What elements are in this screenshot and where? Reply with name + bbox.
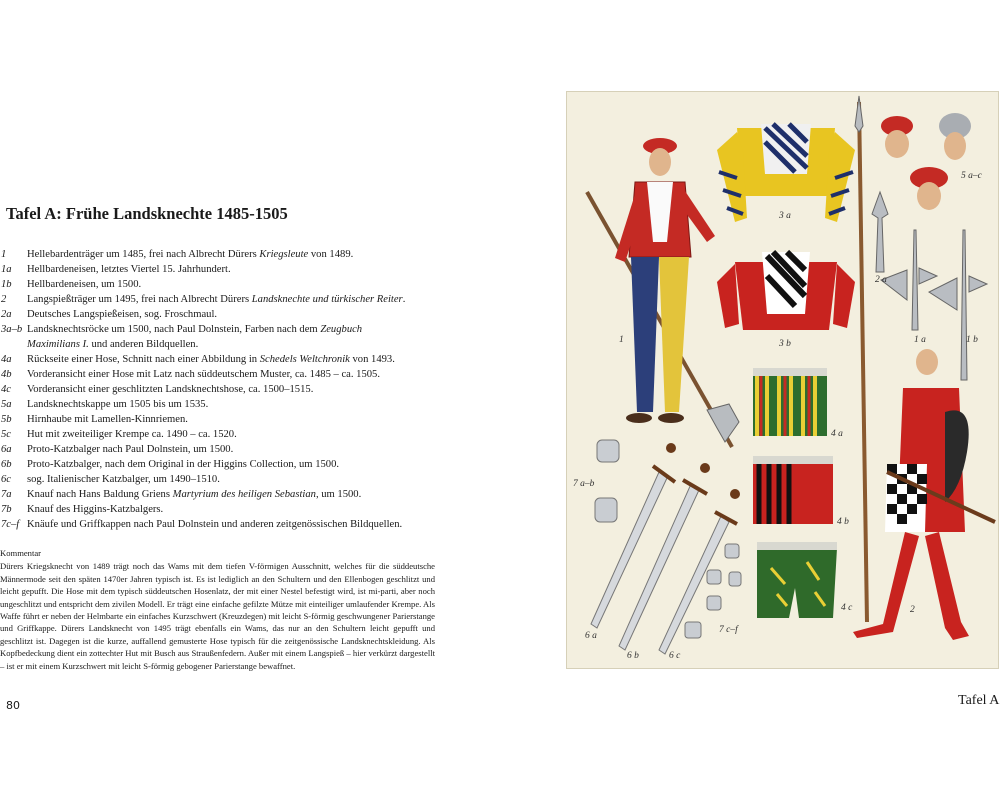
plate-label: Tafel A (958, 693, 1000, 708)
legend-key: 1 (1, 249, 7, 260)
legend-row (0, 352, 410, 367)
figure-6a-sword (591, 443, 676, 628)
illustration-plate (566, 91, 999, 669)
legend-text-italic: Kriegsleute (259, 249, 309, 260)
legend-key: 7c–f (1, 519, 20, 530)
figure-1-halberdier (587, 138, 739, 447)
label-1: 1 (619, 335, 624, 345)
legend-text (27, 262, 410, 277)
label-7a-b: 7 a–b (573, 479, 595, 489)
legend-row (0, 262, 410, 277)
legend-row (0, 247, 410, 262)
legend-row (0, 292, 410, 307)
legend-text-part: Hut mit zweiteiliger Krempe ca. 1490 – ca. 1520. (27, 429, 237, 440)
plate-title: Tafel A: Frühe Landsknechte 1485-1505 (6, 204, 288, 223)
legend-row (0, 307, 410, 322)
label-7c-f: 7 c–f (719, 625, 738, 635)
legend-text (27, 382, 410, 397)
legend-text (27, 352, 410, 367)
figure-legend (0, 247, 410, 532)
legend-key: 3a–b (1, 324, 23, 335)
legend-text (27, 502, 410, 517)
legend-key: 6c (1, 474, 11, 485)
label-4a: 4 a (831, 429, 843, 439)
legend-row (0, 322, 410, 352)
page-number: 80 (6, 699, 20, 712)
legend-text-part: . (402, 294, 406, 305)
legend-text (27, 322, 410, 352)
legend-text-part: Hellbardeneisen, um 1500. (27, 279, 142, 290)
label-6a: 6 a (585, 631, 597, 641)
legend-row (0, 442, 410, 457)
legend-row (0, 487, 410, 502)
figure-4c-hose (757, 542, 837, 618)
legend-row (0, 277, 410, 292)
label-5a-c: 5 a–c (961, 171, 982, 181)
figure-2a-pike-head (872, 192, 888, 272)
legend-key: 4b (1, 369, 12, 380)
label-2a: 2 a (875, 275, 887, 285)
legend-text-part: Proto-Katzbalger, nach dem Original in der Higgins Collection, um 1500. (27, 459, 340, 470)
legend-key: 6b (1, 459, 12, 470)
legend-text (27, 367, 410, 382)
legend-row (0, 412, 410, 427)
legend-text-part: Langspießträger um 1495, frei nach Albrecht Dürers (27, 294, 252, 305)
legend-text-part: , um 1500. (315, 489, 362, 500)
legend-key: 5b (1, 414, 12, 425)
legend-key: 1b (1, 279, 12, 290)
plate-illustration (567, 92, 999, 669)
figure-5-headgear (881, 113, 971, 210)
legend-text-part: von 1493. (349, 354, 395, 365)
legend-key: 2a (1, 309, 12, 320)
legend-text-italic: Landsknechte und türkischer Reiter (251, 294, 403, 305)
label-4c: 4 c (841, 603, 853, 613)
commentary-text: Dürers Kriegsknecht von 1489 trägt noch das Wams mit dem tiefen V-förmigen Ausschnitt, welches für die süddeutsche Männermode seit den späten 1470er Jahren typisch ist. Es ist lediglich an den Schultern und den Ellenbogen geschlitzt und leicht gepufft. Die Hose mit dem typisch süddeutschen Hosenlatz, der mit einer Nestel befestigt wird, ist mi-parti, aber noch ungeschlitzt und entspricht dem zivilen Modell. Er trägt eine einfache gefilzte Mütze mit einteiliger umlaufender Krempe. Als Waffe führt er neben der Helmbarte ein einfaches Kurzschwert (Kreuzdegen) mit leicht S-förmig geschwungener Parierstange und Griffkappe. Dürers Landsknecht von 1495 trägt ebenfalls ein Wams, das nur an den Schultern leicht gepufft und geschlitzt ist. Dagegen ist die kurze, auffallend gemusterte Hose typisch für die zeitgenössische Landsknechtskleidung. Als Kopfbedeckung dient ein zottechter Hut mit Busch aus Straußenfedern. Außer mit einem Langspieß – hier verkürzt dargestellt – ist er mit einem Kurzschwert mit leicht S-förmig gebogener Parierstange bewaffnet. (0, 561, 435, 671)
legend-text (27, 307, 410, 322)
figure-3b-doublet (717, 252, 855, 330)
legend-key: 4a (1, 354, 12, 365)
label-1a: 1 a (914, 335, 926, 345)
commentary-block (0, 547, 435, 672)
legend-text (27, 292, 410, 307)
legend-key: 7a (1, 489, 12, 500)
commentary-heading: Kommentar (0, 548, 42, 558)
legend-text-part: Rückseite einer Hose, Schnitt nach einer Abbildung in (27, 354, 260, 365)
legend-text (27, 277, 410, 292)
legend-row (0, 472, 410, 487)
figure-3a-doublet (717, 124, 855, 222)
label-1b: 1 b (966, 335, 978, 345)
legend-text-part: Hellbardeneisen, letztes Viertel 15. Jahrhundert. (27, 264, 231, 275)
legend-text-part: Knauf des Higgins-Katzbalgers. (27, 504, 164, 515)
legend-text-part: Landsknechtskappe um 1505 bis um 1535. (27, 399, 209, 410)
label-3a: 3 a (779, 211, 791, 221)
label-2: 2 (910, 605, 915, 615)
legend-text-part: Knäufe und Griffkappen nach Paul Dolnstein und anderen zeitgenössischen Bildquellen. (27, 519, 403, 530)
label-6c: 6 c (669, 651, 681, 661)
legend-row (0, 427, 410, 442)
figure-1b-halberd-head (929, 230, 987, 380)
legend-text (27, 517, 410, 532)
legend-text-part: Knauf nach Hans Baldung Griens (27, 489, 173, 500)
label-6b: 6 b (627, 651, 639, 661)
legend-key: 6a (1, 444, 12, 455)
legend-text (27, 457, 410, 472)
legend-text (27, 472, 410, 487)
legend-key: 5c (1, 429, 11, 440)
legend-text (27, 487, 410, 502)
legend-row (0, 382, 410, 397)
legend-text-part: und anderen Bildquellen. (88, 339, 199, 350)
label-4b: 4 b (837, 517, 849, 527)
legend-key: 2 (1, 294, 7, 305)
legend-text-part: Proto-Katzbalger nach Paul Dolnstein, um 1500. (27, 444, 234, 455)
legend-text-italic: Schedels Weltchronik (259, 354, 350, 365)
legend-text-italic: Zeugbuch Maximilians I. (27, 324, 363, 350)
legend-key: 5a (1, 399, 12, 410)
legend-text (27, 427, 410, 442)
legend-text-part: sog. Italienischer Katzbalger, um 1490–1510. (27, 474, 220, 485)
legend-row (0, 367, 410, 382)
figure-4b-hose (753, 456, 833, 524)
legend-text (27, 442, 410, 457)
legend-text (27, 397, 410, 412)
legend-row (0, 517, 410, 532)
legend-row (0, 397, 410, 412)
figure-4a-hose (753, 368, 827, 436)
legend-row (0, 502, 410, 517)
legend-text-part: Vorderansicht einer Hose mit Latz nach süddeutschem Muster, ca. 1485 – ca. 1505. (27, 369, 380, 380)
legend-text-part: Hirnhaube mit Lamellen-Kinnriemen. (27, 414, 188, 425)
legend-text-part: Vorderansicht einer geschlitzten Landsknechtshose, ca. 1500–1515. (27, 384, 314, 395)
legend-key: 4c (1, 384, 11, 395)
legend-text-part: von 1489. (308, 249, 354, 260)
legend-text-part: Deutsches Langspießeisen, sog. Froschmaul. (27, 309, 218, 320)
legend-text (27, 412, 410, 427)
legend-text-part: Hellebardenträger um 1485, frei nach Albrecht Dürers (27, 249, 260, 260)
legend-text-italic: Martyrium des heiligen Sebastian (172, 489, 316, 500)
legend-row (0, 457, 410, 472)
label-3b: 3 b (779, 339, 791, 349)
legend-text-part: Landsknechtsröcke um 1500, nach Paul Dolnstein, Farben nach dem (27, 324, 321, 335)
figure-1a-halberd-head (881, 230, 937, 330)
legend-text (27, 247, 410, 262)
legend-key: 7b (1, 504, 12, 515)
legend-key: 1a (1, 264, 12, 275)
